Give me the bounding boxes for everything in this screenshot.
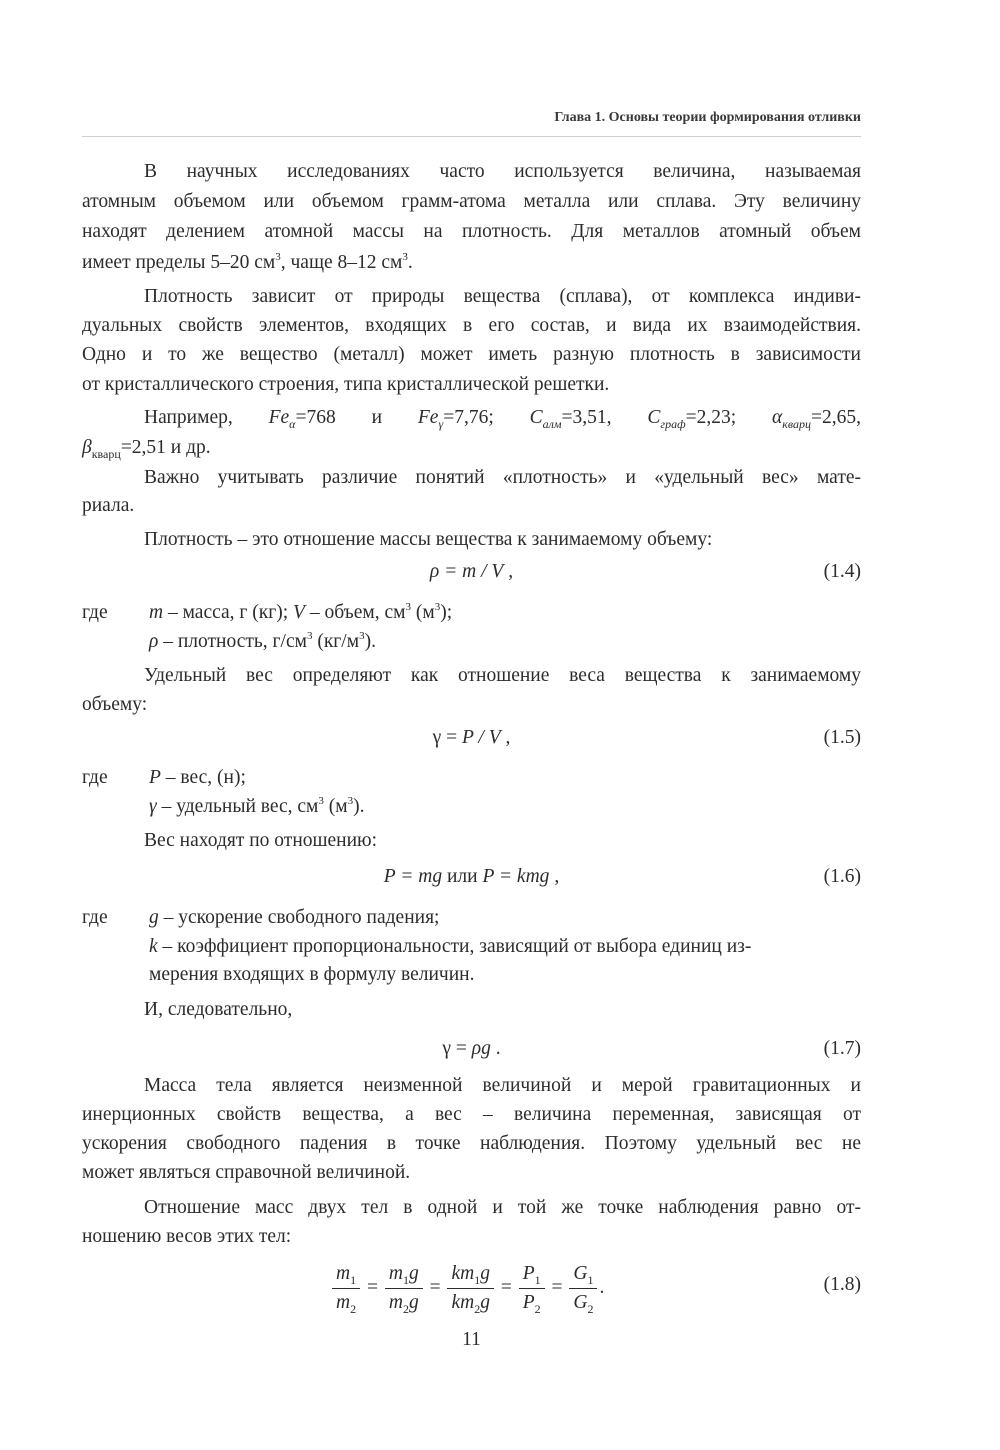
equation-1-5: γ = P / V ,	[432, 727, 511, 748]
equation-number: (1.5)	[823, 727, 861, 748]
equation-1-6: P = mg или P = kmg ,	[383, 866, 560, 887]
text-line: ускорения свободного падения в точке наблюдения. Поэтому удельный вес не	[82, 1133, 861, 1154]
text-line: объему:	[82, 694, 148, 715]
text-line: Важно учитывать различие понятий «плотность» и «удельный вес» мате-	[144, 467, 861, 488]
text-line: ношению весов этих тел:	[82, 1226, 292, 1247]
page-number: 11	[462, 1329, 481, 1350]
text-line: Удельный вес определяют как отношение веса вещества к занимаемому	[144, 665, 861, 686]
text-line: Одно и то же вещество (металл) может иметь разную плотность в зависимости	[82, 344, 861, 365]
equation-number: (1.6)	[823, 866, 861, 887]
definition-line: m – масса, г (кг); V – объем, $см^3$ $(м^3)$;	[149, 601, 453, 623]
text-line: может являться справочной величиной.	[82, 1162, 411, 1183]
text-line: имеет пределы 5–20 $см^3$, чаще 8–12 $см^3$.	[82, 251, 413, 273]
text-line: Отношение масс двух тел в одной и той же точке наблюдения равно от-	[144, 1197, 861, 1218]
definition-line: мерения входящих в формулу величин.	[149, 964, 475, 985]
definition-line: ρ – плотность, $г/см^3$ $(кг/м^3)$.	[149, 630, 376, 652]
definition-line: P – вес, (н);	[149, 767, 246, 788]
text-line: находят делением атомной массы на плотность. Для металлов атомный объем	[82, 221, 861, 242]
text-line: В научных исследованиях часто используется величина, называемая	[144, 161, 861, 182]
text-line: дуальных свойств элементов, входящих в его состав, и вида их взаимодействия.	[82, 315, 861, 336]
text-line: Плотность зависит от природы вещества (сплава), от комплекса индиви-	[144, 286, 861, 307]
fraction: $\frac{m_1}{m_2}$	[332, 1262, 360, 1315]
text-line: атомным объемом или объемом грамм-атома металла или сплава. Эту величину	[82, 191, 861, 212]
fraction: $\frac{m_1g}{m_2g}$	[385, 1262, 423, 1315]
equation-number: (1.4)	[823, 561, 861, 582]
equation-1-4: ρ = m / V ,	[429, 561, 514, 582]
equation-number: (1.8)	[823, 1274, 861, 1295]
where-label: где	[82, 602, 108, 623]
text-line: Например, $Fe_\alpha=768$ и $Fe_\gamma=7,76$; $C_{алм}=3,51$, $C_{граф}=2,23$; $\alpha_{кварц}=2,65$,	[144, 407, 861, 431]
text-line: И, следовательно,	[144, 999, 293, 1020]
text-line: риала.	[82, 495, 135, 516]
definition-line: g – ускорение свободного падения;	[149, 907, 440, 928]
text-line: Плотность – это отношение массы вещества к занимаемому объему:	[144, 529, 713, 550]
equation-number: (1.7)	[823, 1038, 861, 1059]
chapter-title: Глава 1. Основы теории формирования отливки	[554, 110, 861, 125]
definition-line: k – коэффициент пропорциональности, зависящий от выбора единиц из-	[149, 936, 752, 957]
text-line: $\beta_{кварц}=2,51$ и др.	[82, 437, 211, 461]
fraction: $\frac{G_1}{G_2}$	[569, 1262, 597, 1315]
text-line: Вес находят по отношению:	[144, 830, 378, 851]
text-line: от кристаллического строения, типа кристаллической решетки.	[82, 374, 610, 395]
fraction: $\frac{km_1g}{km_2g}$	[447, 1262, 494, 1315]
fraction: $\frac{P_1}{P_2}$	[519, 1262, 545, 1315]
definition-line: γ – удельный вес, $см^3$ $(м^3)$.	[149, 795, 365, 817]
where-label: где	[82, 767, 108, 788]
running-header	[82, 110, 861, 137]
text-line: Масса тела является неизменной величиной и мерой гравитационных и	[144, 1075, 861, 1096]
equation-1-7: γ = ρg .	[442, 1038, 501, 1059]
where-label: где	[82, 907, 108, 928]
text-line: инерционных свойств вещества, а вес – величина переменная, зависящая от	[82, 1104, 861, 1125]
equation-1-8: $\frac{m_1}{m_2}$ = $\frac{m_1g}{m_2g}$ = $\frac{km_1g}{km_2g}$ = $\frac{P_1}{P_2}$ = $\frac{G_1}{G_2}$ .	[330, 1262, 604, 1315]
